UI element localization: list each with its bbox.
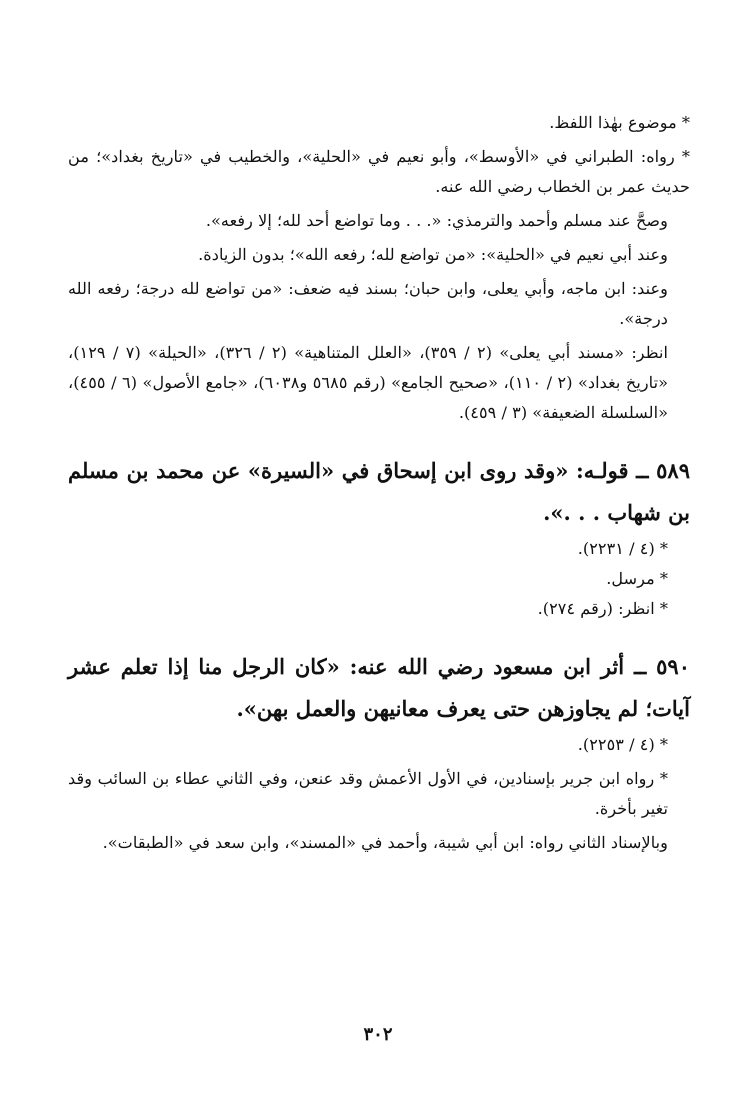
narration-paragraph: * رواه: الطبراني في «الأوسط»، وأبو نعيم في «الحلية»، والخطيب في «تاريخ بغداد»؛ من حديث عمر بن الخطاب رضي الله عنه.	[68, 147, 690, 196]
entry-590-second-chain: وبالإسناد الثاني رواه: ابن أبي شيبة، وأحمد في «المسند»، وابن سعد في «الطبقات».	[102, 833, 668, 852]
weak-chain-paragraph: وعند: ابن ماجه، وأبي يعلى، وابن حبان؛ بسند فيه ضعف: «من تواضع لله درجة؛ رفعه الله درجة».	[68, 279, 668, 328]
entry-589-see: * انظر: (رقم ٢٧٤).	[537, 599, 668, 618]
references-paragraph: انظر: «مسند أبي يعلى» (٢ / ٣٥٩)، «العلل المتناهية» (٢ / ٣٢٦)، «الحيلة» (٧ / ١٢٩)، «تاريخ بغداد» (٢ / ١١٠)، «صحيح الجامع» (رقم ٥٦٨٥ و٦٠٣٨)، «جامع الأصول» (٦ / ٤٥٥)، «السلسلة الضعيفة» (٣ / ٤٥٩).	[68, 343, 669, 422]
entry-589-heading: ٥٨٩ ــ قولـه: «وقد روى ابن إسحاق في «السيرة» عن محمد بن مسلم بن شهاب . . .».	[68, 458, 690, 525]
book-page	[68, 108, 690, 1076]
entry-590-chains: * رواه ابن جرير بإسنادين، في الأول الأعمش وقد عنعن، وفي الثاني عطاء بن السائب وقد تغير بأخرة.	[68, 769, 668, 818]
entry-590-source: * (٤ / ٢٢٥٣).	[577, 735, 668, 754]
sahih-paragraph: وصحَّ عند مسلم وأحمد والترمذي: «. . . وما تواضع أحد لله؛ إلا رفعه».	[205, 211, 668, 230]
entry-589-source: * (٤ / ٢٢٣١).	[577, 539, 668, 558]
page-number: ٣٠٢	[363, 1024, 393, 1045]
hilya-paragraph: وعند أبي نعيم في «الحلية»: «من تواضع لله؛ رفعه الله»؛ بدون الزيادة.	[198, 245, 668, 264]
entry-589-verdict: * مرسل.	[606, 569, 668, 588]
entry-590-heading: ٥٩٠ ــ أثر ابن مسعود رضي الله عنه: «كان الرجل منا إذا تعلم عشر آيات؛ لم يجاوزهن حتى يعرف معانيهن والعمل بهن».	[68, 654, 690, 721]
verdict-line: * موضوع بهٰذا اللفظ.	[549, 113, 690, 132]
